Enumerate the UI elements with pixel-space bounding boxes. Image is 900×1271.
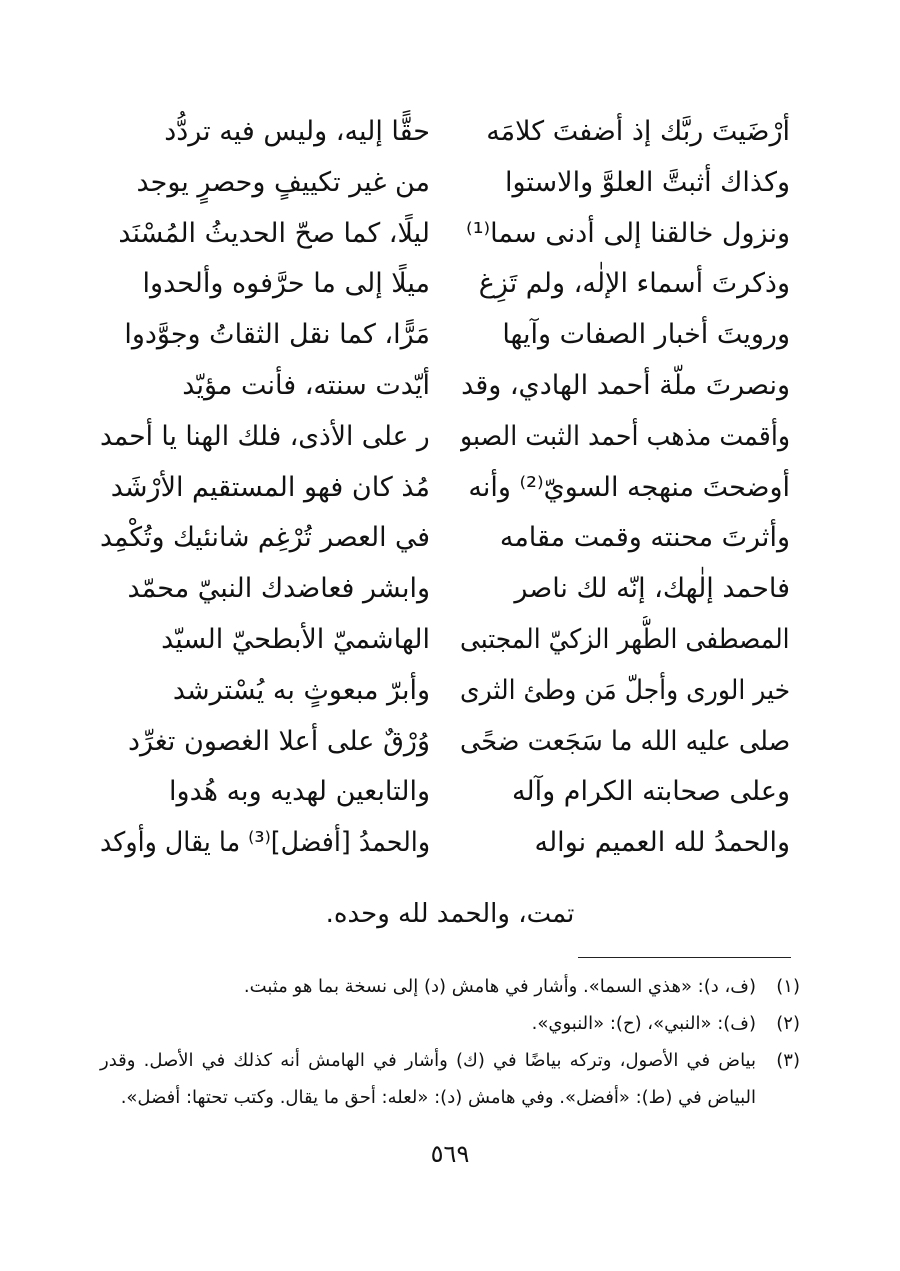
verse-second-hemistich: حقًّا إليه، وليس فيه تردُّد [164, 116, 430, 147]
footnote-number: (٣) [776, 1050, 800, 1071]
verse [100, 362, 800, 410]
verse-first-hemistich: صلى عليه الله ما سَجَعت ضحًى [460, 725, 790, 757]
verse-second-hemistich: والحمدُ [أفضل]⁽³⁾ ما يقال وأوكد [100, 827, 430, 859]
verse [100, 768, 800, 816]
verse-first-hemistich: ونزول خالقنا إلى أدنى سما⁽¹⁾ [466, 217, 790, 249]
verse-second-hemistich: وابشر فعاضدك النبيّ محمّد [127, 573, 430, 605]
verse-second-hemistich: في العصر تُرْغِم شانئيك وتُكْمِد [100, 522, 430, 554]
verse [100, 108, 800, 156]
verse-first-hemistich: خير الورى وأجلّ مَن وطئ الثرى [460, 674, 790, 706]
verse-first-hemistich: ونصرتَ ملّة أحمد الهادي، وقد [461, 370, 790, 401]
page-number: ٥٦٩ [430, 1140, 470, 1168]
verse-second-hemistich: أيّدت سنته، فأنت مؤيّد [182, 370, 430, 401]
verse-second-hemistich: ليلًا، كما صحّ الحديثُ المُسْنَد [118, 217, 430, 249]
verse-first-hemistich: فاحمد إلٰهك، إنّه لك ناصر [514, 573, 790, 605]
poem-body [100, 108, 800, 868]
verse-second-hemistich: مُذ كان فهو المستقيم الأرْشَد [110, 471, 430, 503]
verse-first-hemistich: وعلى صحابته الكرام وآله [511, 776, 790, 808]
verse [100, 260, 800, 308]
closing-line: تمت، والحمد لله وحده. [325, 899, 575, 929]
verse [100, 311, 800, 359]
verse-first-hemistich: وأقمت مذهب أحمد الثبت الصبو [460, 420, 790, 452]
verse-second-hemistich: ميلًا إلى ما حرَّفوه وألحدوا [142, 268, 430, 300]
verse-first-hemistich: وأثرتَ محنته وقمت مقامه [499, 522, 790, 554]
verse [100, 159, 800, 207]
verse-second-hemistich: وُرْقٌ على أعلا الغصون تغرِّد [127, 725, 430, 757]
verse-second-hemistich: مَرًّا، كما نقل الثقاتُ وجوَّدوا [124, 319, 430, 351]
footnote-text: (ف): «النبي»، (ح): «النبوي». [531, 1013, 756, 1034]
verse-second-hemistich: وأبرّ مبعوثٍ به يُسْترشد [172, 674, 430, 706]
verse [100, 819, 800, 867]
footnote [100, 1042, 800, 1116]
verse-first-hemistich: ورويتَ أخبار الصفات وآيها [502, 319, 790, 351]
verse-second-hemistich: الهاشميّ الأبطحيّ السيّد [161, 624, 430, 655]
verse [100, 667, 800, 715]
verse-first-hemistich: وكذاك أثبتَّ العلوَّ والاستوا [504, 166, 790, 198]
verse-first-hemistich: والحمدُ لله العميم نواله [534, 827, 790, 859]
verse [100, 413, 800, 461]
verse-first-hemistich: وذكرتَ أسماء الإلٰه، ولم تَزِغ [478, 268, 790, 300]
footnote [100, 1005, 800, 1042]
verse-first-hemistich: المصطفى الطُّهر الزكيّ المجتبى [460, 624, 790, 655]
verse-first-hemistich: أرْضَيتَ ربَّك إذ أضفتَ كلامَه [486, 116, 790, 147]
footnote-number: (٢) [776, 1013, 800, 1034]
footnote-text: (ف، د): «هذي السما». وأشار في هامش (د) إلى نسخة بما هو مثبت. [243, 976, 756, 997]
verse-second-hemistich: ر على الأذى، فلك الهنا يا أحمد [100, 420, 430, 452]
footnote [100, 968, 800, 1005]
verse [100, 210, 800, 258]
footnotes [100, 968, 800, 1116]
verse [100, 718, 800, 766]
verse-first-hemistich: أوضحتَ منهجه السويّ⁽²⁾ وأنه [468, 471, 790, 503]
verse [100, 565, 800, 613]
verse [100, 514, 800, 562]
verse-second-hemistich: والتابعين لهديه وبه هُدوا [169, 776, 430, 808]
verse [100, 464, 800, 512]
footnote-number: (١) [776, 976, 800, 997]
footnote-divider [578, 957, 791, 958]
footnote-text: بياض في الأصول، وتركه بياضًا في (ك) وأشار في الهامش أنه كذلك في الأصل. وقدر البياض في (ط): «أفضل». وفي هامش (د): «لعله: أحق ما يقال. وكتب تحتها: أفضل». [100, 1050, 756, 1108]
verse [100, 616, 800, 664]
verse-second-hemistich: من غير تكييفٍ وحصرٍ يوجد [136, 166, 430, 198]
